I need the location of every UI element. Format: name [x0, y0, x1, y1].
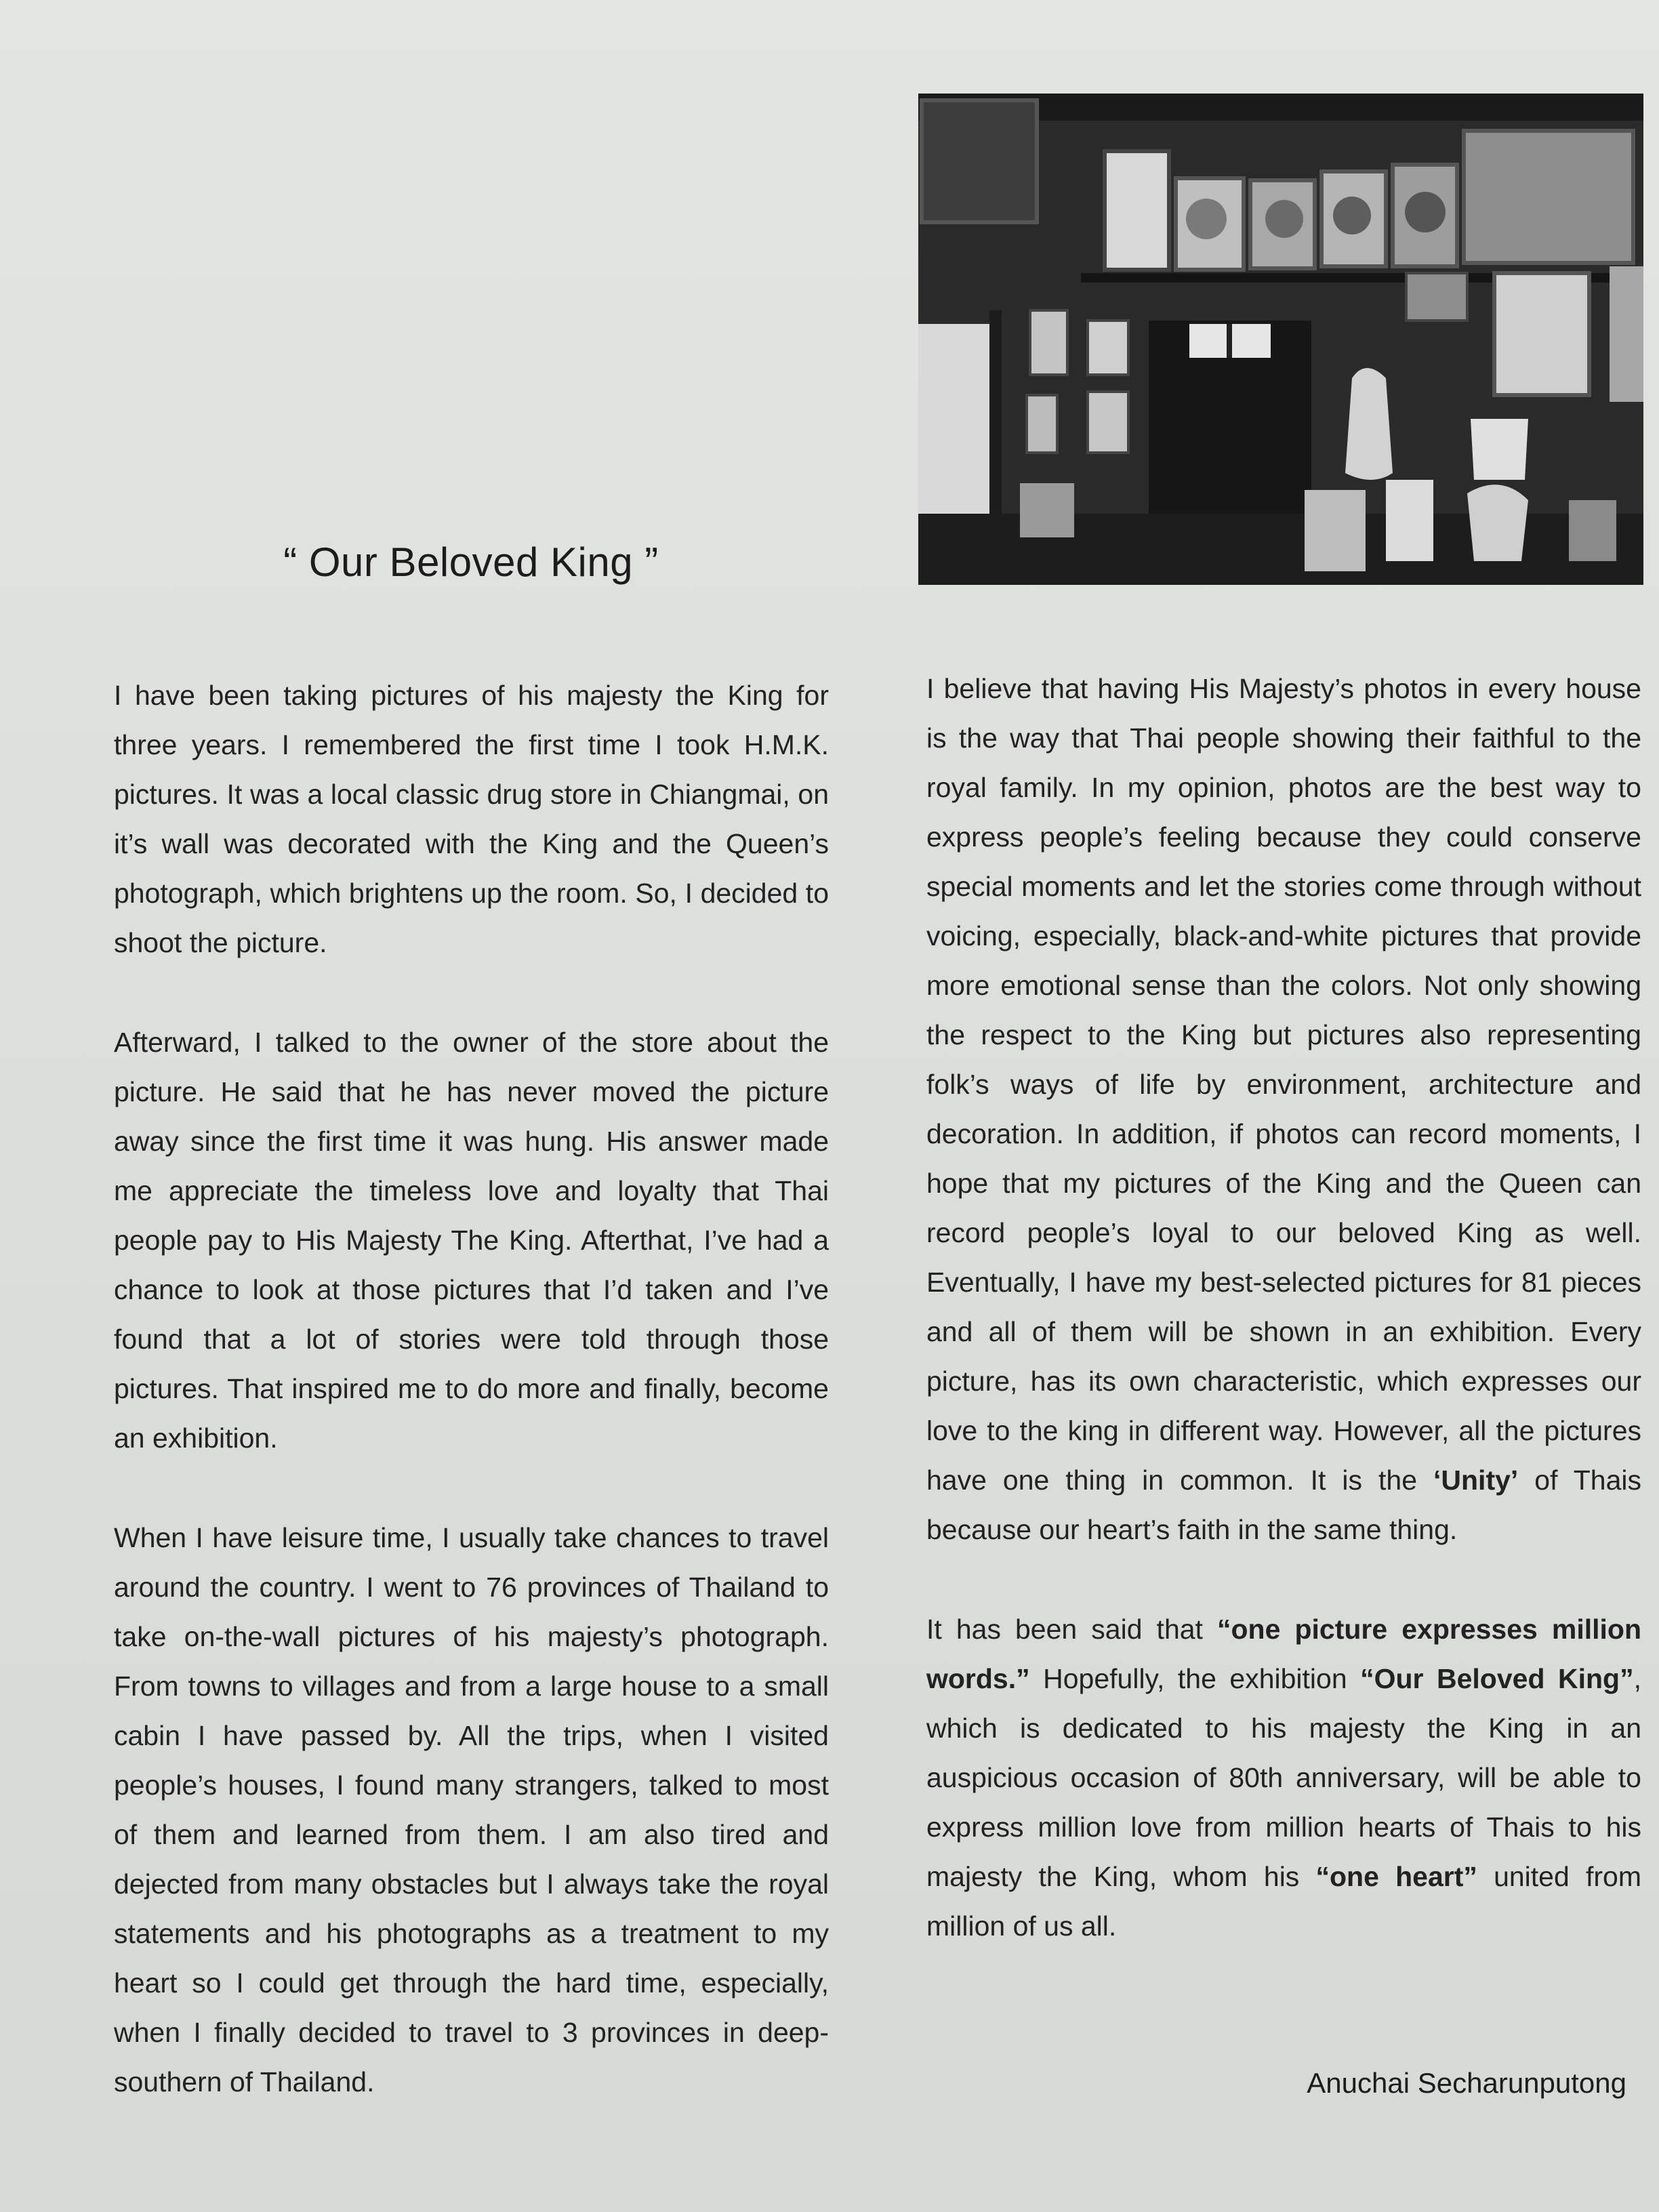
bold-text: “Our Beloved King” [1360, 1663, 1634, 1694]
left-text-column [114, 671, 829, 2157]
text-run: It has been said that [926, 1614, 1218, 1645]
paragraph: I have been taking pictures of his majesty the King for three years. I remembered the first time I took H.M.K. pictures. It was a local classic drug store in Chiangmai, on it’s wall was decorated with the King and the Queen’s photograph, which brightens up the room. So, I decided to shoot the picture. [114, 680, 829, 958]
text-run: united from million of us all. [926, 1861, 1641, 1942]
paragraph [926, 1605, 1641, 1951]
text-run: Hopefully, the exhibition [1029, 1663, 1361, 1694]
text-run: , which is dedicated to his majesty the King in an auspicious occasion of 80th anniversary, will be able to express million love from million hearts of Thais to his majesty the King, whom his [926, 1663, 1641, 1892]
bold-text: “one heart” [1315, 1861, 1477, 1892]
text-run: of Thais because our heart’s faith in the same thing. [926, 1465, 1641, 1545]
bold-text: “one picture expresses million words.” [926, 1614, 1642, 1694]
bold-text: ‘Unity’ [1433, 1465, 1519, 1496]
page-title: “ Our Beloved King ” [283, 539, 659, 585]
paragraph: Afterward, I talked to the owner of the store about the picture. He said that he has never moved the picture away since the first time it was hung. His answer made me appreciate the timeless love and loyalty that Thai people pay to His Majesty The King. Afterthat, I’ve had a chance to look at those pictures that I’d taken and I’ve found that a lot of stories were told through those pictures. That inspired me to do more and finally, become an exhibition. [114, 1027, 829, 1454]
text-run: I believe that having His Majesty’s photos in every house is the way that Thai people showing their faithful to the royal family. In my opinion, photos are the best way to express people’s feeling because they could conserve special moments and let the stories come through without voicing, especially, black-and-white pictures that provide more emotional sense than the colors. Not only showing the respect to the King but pictures also representing folk’s ways of life by environment, architecture and decoration. In addition, if photos can record moments, I hope that my pictures of the King and the Queen can record people’s loyal to our beloved King as well. Eventually, I have my best-selected pictures for 81 pieces and all of them will be shown in an exhibition. Every picture, has its own characteristic, which expresses our love to the king in different way. However, all the pictures have one thing in common. It is the [926, 673, 1641, 1496]
paragraph: When I have leisure time, I usually take chances to travel around the country. I went to 76 provinces of Thailand to take on-the-wall pictures of his majesty’s photograph. From towns to villages and from a large house to a small cabin I have passed by. All the trips, when I visited people’s houses, I found many strangers, talked to most of them and learned from them. I am also tired and dejected from many obstacles but I always take the royal statements and his photographs as a treatment to my heart so I could get through the hard time, especially, when I finally decided to travel to 3 provinces in deep-southern of Thailand. [114, 1522, 829, 2097]
right-text-column [926, 664, 1641, 2001]
black-and-white-photo [918, 94, 1643, 585]
interior-photo-image [918, 94, 1643, 585]
author-signature: Anuchai Secharunputong [1307, 2067, 1626, 2099]
paragraph [926, 664, 1641, 1555]
